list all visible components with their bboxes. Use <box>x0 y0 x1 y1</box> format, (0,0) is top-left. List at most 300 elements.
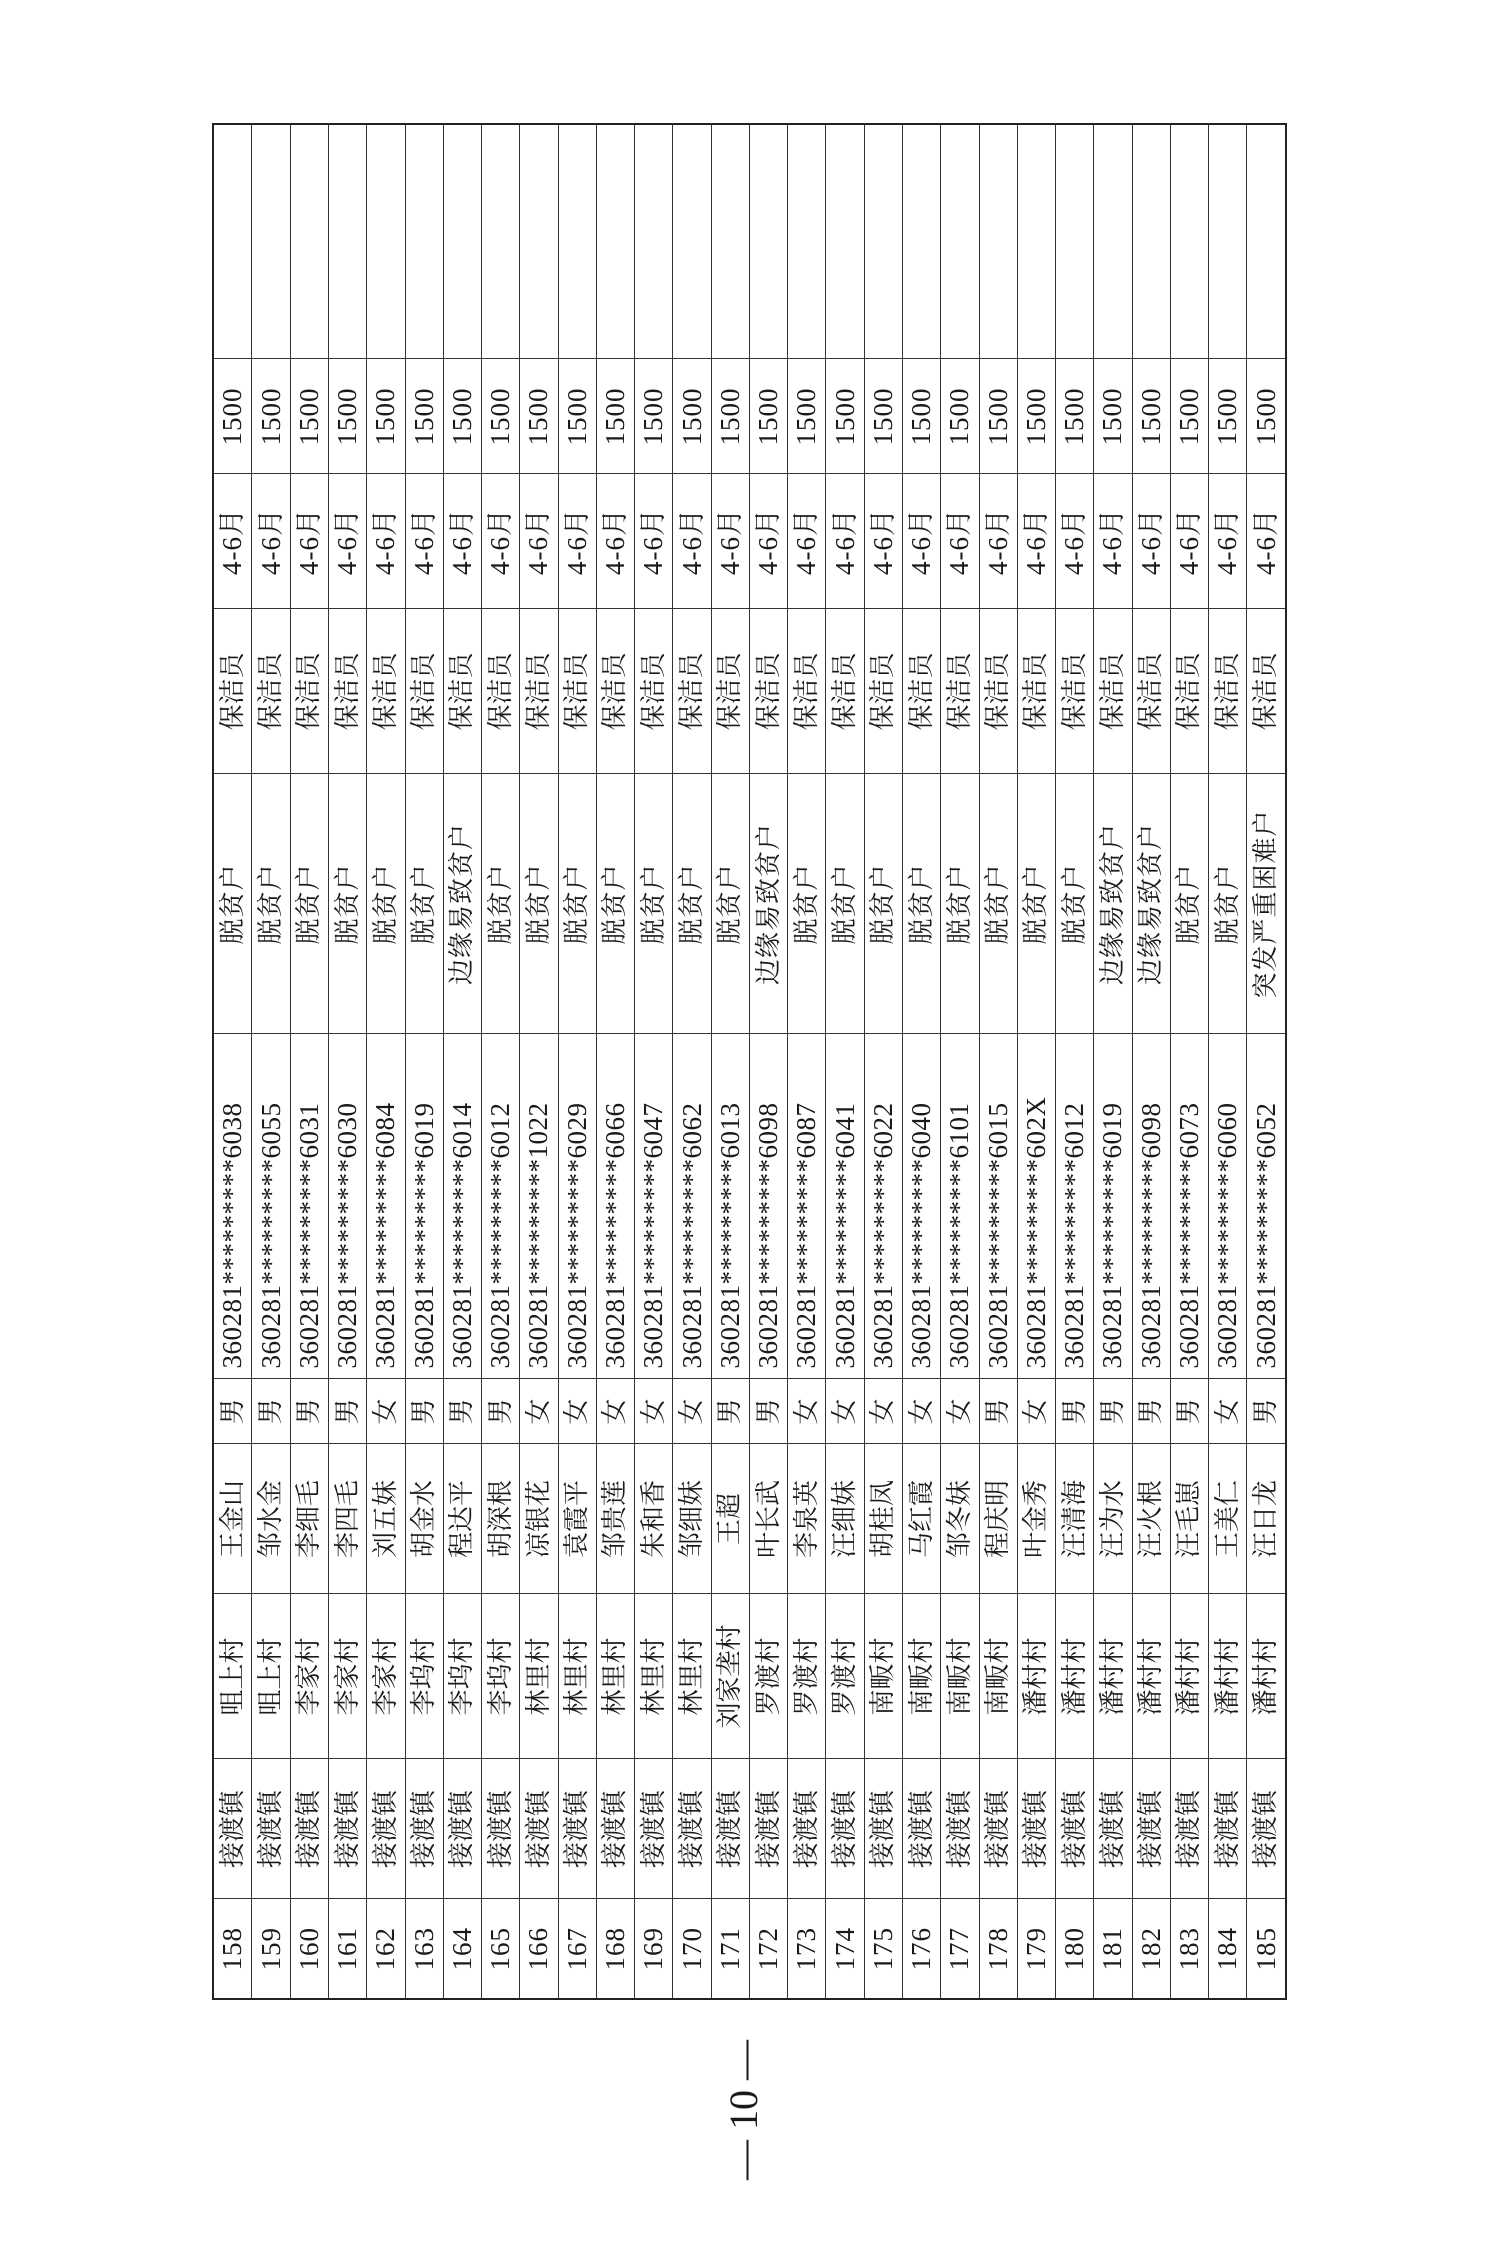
name-cell: 王金山 <box>213 1444 252 1594</box>
village-cell: 林里村 <box>520 1594 558 1759</box>
remark-cell <box>1017 124 1055 359</box>
table-row <box>902 124 940 1999</box>
amount-cell: 1500 <box>405 359 443 474</box>
id-number-cell: 360281*********6038 <box>213 1034 252 1379</box>
town-cell: 接渡镇 <box>1017 1759 1055 1899</box>
remark-cell <box>213 124 252 359</box>
row-number-cell: 168 <box>596 1899 634 1999</box>
village-cell: 林里村 <box>596 1594 634 1759</box>
town-cell: 接渡镇 <box>941 1759 979 1899</box>
id-number-cell: 360281*********6019 <box>1094 1034 1132 1379</box>
post-cell: 保洁员 <box>1247 609 1286 774</box>
category-cell: 脱贫户 <box>558 774 596 1034</box>
village-cell: 潘村村 <box>1056 1594 1094 1759</box>
village-cell: 咀上村 <box>252 1594 290 1759</box>
id-number-cell: 360281*********6101 <box>941 1034 979 1379</box>
village-cell: 潘村村 <box>1017 1594 1055 1759</box>
row-number-cell: 175 <box>864 1899 902 1999</box>
post-cell: 保洁员 <box>826 609 864 774</box>
category-cell: 边缘易致贫户 <box>749 774 787 1034</box>
period-cell: 4-6月 <box>941 474 979 609</box>
village-cell: 南畈村 <box>902 1594 940 1759</box>
amount-cell: 1500 <box>864 359 902 474</box>
village-cell: 南畈村 <box>979 1594 1017 1759</box>
period-cell: 4-6月 <box>1017 474 1055 609</box>
name-cell: 胡金水 <box>405 1444 443 1594</box>
id-number-cell: 360281*********6031 <box>290 1034 328 1379</box>
village-cell: 潘村村 <box>1132 1594 1170 1759</box>
category-cell: 脱贫户 <box>482 774 520 1034</box>
town-cell: 接渡镇 <box>1209 1759 1247 1899</box>
row-number-cell: 159 <box>252 1899 290 1999</box>
id-number-cell: 360281*********602X <box>1017 1034 1055 1379</box>
period-cell: 4-6月 <box>558 474 596 609</box>
amount-cell: 1500 <box>482 359 520 474</box>
town-cell: 接渡镇 <box>864 1759 902 1899</box>
table-row <box>443 124 481 1999</box>
gender-cell: 男 <box>711 1379 749 1444</box>
remark-cell <box>788 124 826 359</box>
village-cell: 咀上村 <box>213 1594 252 1759</box>
town-cell: 接渡镇 <box>826 1759 864 1899</box>
period-cell: 4-6月 <box>328 474 366 609</box>
row-number-cell: 183 <box>1170 1899 1208 1999</box>
remark-cell <box>711 124 749 359</box>
id-number-cell: 360281*********6098 <box>749 1034 787 1379</box>
category-cell: 脱贫户 <box>635 774 673 1034</box>
gender-cell: 女 <box>902 1379 940 1444</box>
period-cell: 4-6月 <box>864 474 902 609</box>
row-number-cell: 165 <box>482 1899 520 1999</box>
row-number-cell: 167 <box>558 1899 596 1999</box>
post-cell: 保洁员 <box>941 609 979 774</box>
category-cell: 脱贫户 <box>367 774 405 1034</box>
gender-cell: 男 <box>443 1379 481 1444</box>
category-cell: 突发严重困难户 <box>1247 774 1286 1034</box>
category-cell: 脱贫户 <box>788 774 826 1034</box>
town-cell: 接渡镇 <box>213 1759 252 1899</box>
category-cell: 脱贫户 <box>826 774 864 1034</box>
table-row <box>1056 124 1094 1999</box>
town-cell: 接渡镇 <box>1132 1759 1170 1899</box>
village-cell: 刘家垄村 <box>711 1594 749 1759</box>
table-row <box>367 124 405 1999</box>
row-number-cell: 185 <box>1247 1899 1286 1999</box>
id-number-cell: 360281*********6098 <box>1132 1034 1170 1379</box>
town-cell: 接渡镇 <box>1056 1759 1094 1899</box>
name-cell: 汪清海 <box>1056 1444 1094 1594</box>
amount-cell: 1500 <box>1132 359 1170 474</box>
post-cell: 保洁员 <box>1094 609 1132 774</box>
rotated-table-area <box>212 125 1287 2000</box>
category-cell: 脱贫户 <box>405 774 443 1034</box>
town-cell: 接渡镇 <box>711 1759 749 1899</box>
post-cell: 保洁员 <box>252 609 290 774</box>
amount-cell: 1500 <box>213 359 252 474</box>
id-number-cell: 360281*********6066 <box>596 1034 634 1379</box>
id-number-cell: 360281*********6029 <box>558 1034 596 1379</box>
name-cell: 袁霞平 <box>558 1444 596 1594</box>
remark-cell <box>367 124 405 359</box>
id-number-cell: 360281*********6087 <box>788 1034 826 1379</box>
remark-cell <box>558 124 596 359</box>
table-row <box>405 124 443 1999</box>
post-cell: 保洁员 <box>711 609 749 774</box>
gender-cell: 男 <box>213 1379 252 1444</box>
category-cell: 脱贫户 <box>596 774 634 1034</box>
gender-cell: 男 <box>482 1379 520 1444</box>
category-cell: 脱贫户 <box>979 774 1017 1034</box>
village-cell: 潘村村 <box>1094 1594 1132 1759</box>
category-cell: 脱贫户 <box>290 774 328 1034</box>
town-cell: 接渡镇 <box>405 1759 443 1899</box>
row-number-cell: 182 <box>1132 1899 1170 1999</box>
post-cell: 保洁员 <box>749 609 787 774</box>
name-cell: 李四毛 <box>328 1444 366 1594</box>
category-cell: 脱贫户 <box>1170 774 1208 1034</box>
post-cell: 保洁员 <box>1209 609 1247 774</box>
gender-cell: 女 <box>596 1379 634 1444</box>
gender-cell: 女 <box>520 1379 558 1444</box>
category-cell: 脱贫户 <box>213 774 252 1034</box>
gender-cell: 女 <box>558 1379 596 1444</box>
period-cell: 4-6月 <box>252 474 290 609</box>
category-cell: 脱贫户 <box>520 774 558 1034</box>
remark-cell <box>252 124 290 359</box>
post-cell: 保洁员 <box>596 609 634 774</box>
gender-cell: 男 <box>1132 1379 1170 1444</box>
town-cell: 接渡镇 <box>558 1759 596 1899</box>
row-number-cell: 170 <box>673 1899 711 1999</box>
row-number-cell: 162 <box>367 1899 405 1999</box>
post-cell: 保洁员 <box>673 609 711 774</box>
category-cell: 脱贫户 <box>328 774 366 1034</box>
village-cell: 潘村村 <box>1209 1594 1247 1759</box>
page-number: — 10 — <box>721 2040 766 2180</box>
name-cell: 汪毛崽 <box>1170 1444 1208 1594</box>
amount-cell: 1500 <box>1056 359 1094 474</box>
id-number-cell: 360281*********6013 <box>711 1034 749 1379</box>
amount-cell: 1500 <box>1247 359 1286 474</box>
table-row <box>941 124 979 1999</box>
table-row <box>673 124 711 1999</box>
town-cell: 接渡镇 <box>788 1759 826 1899</box>
period-cell: 4-6月 <box>290 474 328 609</box>
village-cell: 林里村 <box>558 1594 596 1759</box>
row-number-cell: 171 <box>711 1899 749 1999</box>
village-cell: 李家村 <box>367 1594 405 1759</box>
period-cell: 4-6月 <box>482 474 520 609</box>
town-cell: 接渡镇 <box>520 1759 558 1899</box>
table-row <box>213 124 252 1999</box>
id-number-cell: 360281*********6040 <box>902 1034 940 1379</box>
remark-cell <box>1170 124 1208 359</box>
period-cell: 4-6月 <box>902 474 940 609</box>
name-cell: 程达平 <box>443 1444 481 1594</box>
row-number-cell: 179 <box>1017 1899 1055 1999</box>
post-cell: 保洁员 <box>1017 609 1055 774</box>
id-number-cell: 360281*********6060 <box>1209 1034 1247 1379</box>
post-cell: 保洁员 <box>558 609 596 774</box>
id-number-cell: 360281*********6012 <box>482 1034 520 1379</box>
period-cell: 4-6月 <box>673 474 711 609</box>
category-cell: 脱贫户 <box>711 774 749 1034</box>
amount-cell: 1500 <box>788 359 826 474</box>
table-row <box>826 124 864 1999</box>
amount-cell: 1500 <box>367 359 405 474</box>
category-cell: 脱贫户 <box>1209 774 1247 1034</box>
id-number-cell: 360281*********6041 <box>826 1034 864 1379</box>
gender-cell: 女 <box>635 1379 673 1444</box>
town-cell: 接渡镇 <box>482 1759 520 1899</box>
row-number-cell: 163 <box>405 1899 443 1999</box>
village-cell: 潘村村 <box>1170 1594 1208 1759</box>
amount-cell: 1500 <box>558 359 596 474</box>
village-cell: 李家村 <box>290 1594 328 1759</box>
post-cell: 保洁员 <box>902 609 940 774</box>
period-cell: 4-6月 <box>213 474 252 609</box>
village-cell: 南畈村 <box>941 1594 979 1759</box>
name-cell: 李泉英 <box>788 1444 826 1594</box>
town-cell: 接渡镇 <box>1247 1759 1286 1899</box>
row-number-cell: 164 <box>443 1899 481 1999</box>
category-cell: 脱贫户 <box>864 774 902 1034</box>
gender-cell: 女 <box>367 1379 405 1444</box>
period-cell: 4-6月 <box>1132 474 1170 609</box>
amount-cell: 1500 <box>252 359 290 474</box>
village-cell: 罗渡村 <box>788 1594 826 1759</box>
amount-cell: 1500 <box>902 359 940 474</box>
name-cell: 邹冬妹 <box>941 1444 979 1594</box>
row-number-cell: 161 <box>328 1899 366 1999</box>
period-cell: 4-6月 <box>979 474 1017 609</box>
town-cell: 接渡镇 <box>596 1759 634 1899</box>
period-cell: 4-6月 <box>826 474 864 609</box>
amount-cell: 1500 <box>596 359 634 474</box>
id-number-cell: 360281*********6047 <box>635 1034 673 1379</box>
gender-cell: 女 <box>788 1379 826 1444</box>
table-row <box>1209 124 1247 1999</box>
table-row <box>864 124 902 1999</box>
table-row <box>558 124 596 1999</box>
gender-cell: 男 <box>252 1379 290 1444</box>
table-row <box>252 124 290 1999</box>
name-cell: 王超 <box>711 1444 749 1594</box>
period-cell: 4-6月 <box>749 474 787 609</box>
amount-cell: 1500 <box>1209 359 1247 474</box>
amount-cell: 1500 <box>826 359 864 474</box>
id-number-cell: 360281*********6015 <box>979 1034 1017 1379</box>
table-row <box>1170 124 1208 1999</box>
village-cell: 潘村村 <box>1247 1594 1286 1759</box>
period-cell: 4-6月 <box>635 474 673 609</box>
row-number-cell: 158 <box>213 1899 252 1999</box>
town-cell: 接渡镇 <box>252 1759 290 1899</box>
remark-cell <box>902 124 940 359</box>
table-row <box>711 124 749 1999</box>
post-cell: 保洁员 <box>482 609 520 774</box>
gender-cell: 男 <box>749 1379 787 1444</box>
name-cell: 汪为水 <box>1094 1444 1132 1594</box>
gender-cell: 男 <box>328 1379 366 1444</box>
remark-cell <box>1247 124 1286 359</box>
post-cell: 保洁员 <box>405 609 443 774</box>
gender-cell: 男 <box>1056 1379 1094 1444</box>
name-cell: 叶金秀 <box>1017 1444 1055 1594</box>
gender-cell: 男 <box>1094 1379 1132 1444</box>
name-cell: 邹贵莲 <box>596 1444 634 1594</box>
village-cell: 南畈村 <box>864 1594 902 1759</box>
row-number-cell: 181 <box>1094 1899 1132 1999</box>
id-number-cell: 360281*********6052 <box>1247 1034 1286 1379</box>
village-cell: 李坞村 <box>443 1594 481 1759</box>
village-cell: 李家村 <box>328 1594 366 1759</box>
amount-cell: 1500 <box>443 359 481 474</box>
name-cell: 李细毛 <box>290 1444 328 1594</box>
town-cell: 接渡镇 <box>749 1759 787 1899</box>
table-row <box>1017 124 1055 1999</box>
category-cell: 脱贫户 <box>673 774 711 1034</box>
name-cell: 朱和香 <box>635 1444 673 1594</box>
id-number-cell: 360281*********1022 <box>520 1034 558 1379</box>
remark-cell <box>1132 124 1170 359</box>
village-cell: 李坞村 <box>405 1594 443 1759</box>
category-cell: 脱贫户 <box>902 774 940 1034</box>
category-cell: 脱贫户 <box>941 774 979 1034</box>
name-cell: 凉银花 <box>520 1444 558 1594</box>
period-cell: 4-6月 <box>1056 474 1094 609</box>
id-number-cell: 360281*********6062 <box>673 1034 711 1379</box>
period-cell: 4-6月 <box>788 474 826 609</box>
name-cell: 汪细妹 <box>826 1444 864 1594</box>
gender-cell: 女 <box>864 1379 902 1444</box>
name-cell: 邹水金 <box>252 1444 290 1594</box>
name-cell: 王美仁 <box>1209 1444 1247 1594</box>
row-number-cell: 174 <box>826 1899 864 1999</box>
gender-cell: 女 <box>1017 1379 1055 1444</box>
village-cell: 林里村 <box>673 1594 711 1759</box>
post-cell: 保洁员 <box>1056 609 1094 774</box>
gender-cell: 男 <box>979 1379 1017 1444</box>
town-cell: 接渡镇 <box>673 1759 711 1899</box>
town-cell: 接渡镇 <box>443 1759 481 1899</box>
category-cell: 脱贫户 <box>252 774 290 1034</box>
table-row <box>1094 124 1132 1999</box>
id-number-cell: 360281*********6055 <box>252 1034 290 1379</box>
amount-cell: 1500 <box>711 359 749 474</box>
amount-cell: 1500 <box>328 359 366 474</box>
table-row <box>1132 124 1170 1999</box>
remark-cell <box>673 124 711 359</box>
post-cell: 保洁员 <box>1132 609 1170 774</box>
category-cell: 脱贫户 <box>1017 774 1055 1034</box>
remark-cell <box>1209 124 1247 359</box>
post-cell: 保洁员 <box>213 609 252 774</box>
table-row <box>596 124 634 1999</box>
row-number-cell: 172 <box>749 1899 787 1999</box>
table-row <box>788 124 826 1999</box>
period-cell: 4-6月 <box>1170 474 1208 609</box>
period-cell: 4-6月 <box>367 474 405 609</box>
village-cell: 林里村 <box>635 1594 673 1759</box>
period-cell: 4-6月 <box>1209 474 1247 609</box>
post-cell: 保洁员 <box>520 609 558 774</box>
row-number-cell: 184 <box>1209 1899 1247 1999</box>
remark-cell <box>826 124 864 359</box>
village-cell: 罗渡村 <box>749 1594 787 1759</box>
name-cell: 汪火根 <box>1132 1444 1170 1594</box>
id-number-cell: 360281*********6073 <box>1170 1034 1208 1379</box>
remark-cell <box>520 124 558 359</box>
period-cell: 4-6月 <box>711 474 749 609</box>
row-number-cell: 166 <box>520 1899 558 1999</box>
table-row <box>635 124 673 1999</box>
town-cell: 接渡镇 <box>979 1759 1017 1899</box>
amount-cell: 1500 <box>290 359 328 474</box>
period-cell: 4-6月 <box>443 474 481 609</box>
gender-cell: 男 <box>290 1379 328 1444</box>
amount-cell: 1500 <box>1094 359 1132 474</box>
name-cell: 胡深根 <box>482 1444 520 1594</box>
name-cell: 刘五妹 <box>367 1444 405 1594</box>
gender-cell: 女 <box>826 1379 864 1444</box>
post-cell: 保洁员 <box>1170 609 1208 774</box>
amount-cell: 1500 <box>1170 359 1208 474</box>
name-cell: 邹细妹 <box>673 1444 711 1594</box>
remark-cell <box>749 124 787 359</box>
period-cell: 4-6月 <box>520 474 558 609</box>
remark-cell <box>864 124 902 359</box>
town-cell: 接渡镇 <box>1094 1759 1132 1899</box>
page-number-rotator <box>640 2025 766 2245</box>
amount-cell: 1500 <box>1017 359 1055 474</box>
gender-cell: 男 <box>1170 1379 1208 1444</box>
table-row <box>979 124 1017 1999</box>
gender-cell: 男 <box>1247 1379 1286 1444</box>
remark-cell <box>1094 124 1132 359</box>
name-cell: 程庆明 <box>979 1444 1017 1594</box>
gender-cell: 女 <box>673 1379 711 1444</box>
row-number-cell: 177 <box>941 1899 979 1999</box>
row-number-cell: 176 <box>902 1899 940 1999</box>
remark-cell <box>979 124 1017 359</box>
amount-cell: 1500 <box>941 359 979 474</box>
category-cell: 边缘易致贫户 <box>1094 774 1132 1034</box>
table-row <box>1247 124 1286 1999</box>
post-cell: 保洁员 <box>635 609 673 774</box>
remark-cell <box>405 124 443 359</box>
category-cell: 脱贫户 <box>1056 774 1094 1034</box>
id-number-cell: 360281*********6019 <box>405 1034 443 1379</box>
period-cell: 4-6月 <box>405 474 443 609</box>
row-number-cell: 173 <box>788 1899 826 1999</box>
remark-cell <box>596 124 634 359</box>
beneficiary-table <box>212 123 1287 2000</box>
id-number-cell: 360281*********6084 <box>367 1034 405 1379</box>
table-row <box>482 124 520 1999</box>
table-row <box>290 124 328 1999</box>
id-number-cell: 360281*********6012 <box>1056 1034 1094 1379</box>
post-cell: 保洁员 <box>788 609 826 774</box>
row-number-cell: 169 <box>635 1899 673 1999</box>
remark-cell <box>941 124 979 359</box>
remark-cell <box>443 124 481 359</box>
post-cell: 保洁员 <box>864 609 902 774</box>
post-cell: 保洁员 <box>367 609 405 774</box>
gender-cell: 男 <box>405 1379 443 1444</box>
name-cell: 胡桂凤 <box>864 1444 902 1594</box>
table-row <box>520 124 558 1999</box>
